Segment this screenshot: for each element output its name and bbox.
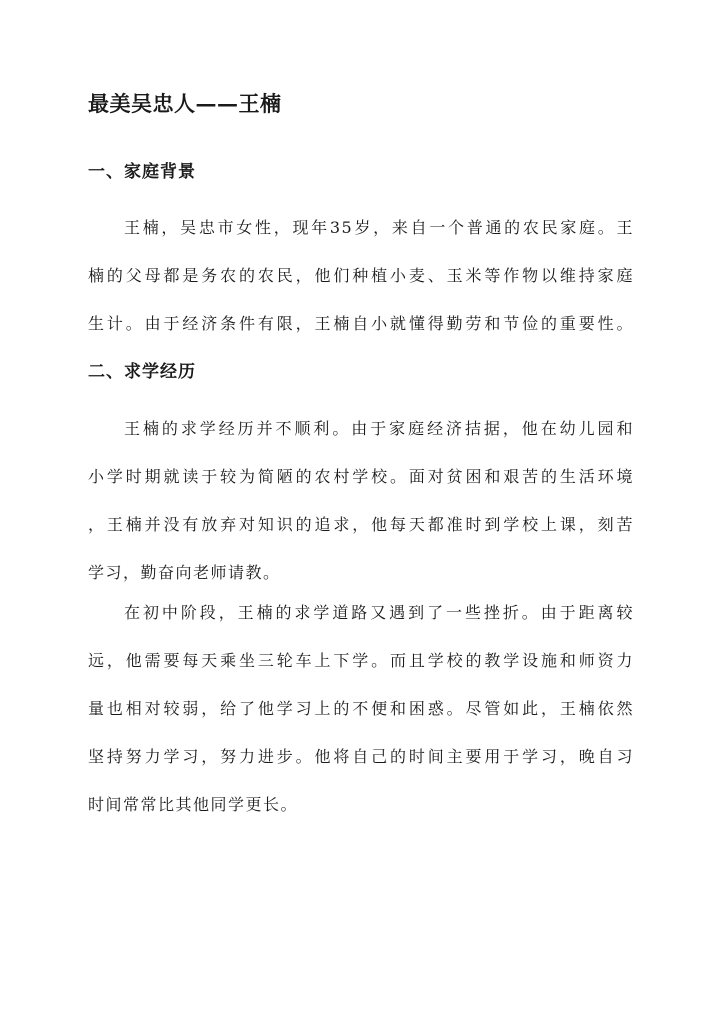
- section-heading-family-background: 一、家庭背景: [88, 162, 196, 182]
- paragraph-line: 坚持努力学习，努力进步。他将自己的时间主要用于学习，晚自习: [88, 747, 634, 766]
- paragraph-family-background: [88, 204, 634, 348]
- paragraph-line: 王楠，吴忠市女性，现年35岁，来自一个普通的农民家庭。王: [124, 218, 634, 237]
- paragraph-line: 时间常常比其他同学更长。: [88, 795, 299, 814]
- paragraph-line: 量也相对较弱，给了他学习上的不便和困惑。尽管如此，王楠依然: [88, 699, 634, 718]
- paragraph-line: 小学时期就读于较为简陋的农村学校。面对贫困和艰苦的生活环境: [88, 467, 634, 486]
- section-heading-education: 二、求学经历: [88, 362, 196, 382]
- paragraph-education-early: [88, 405, 634, 597]
- paragraph-line: 学习，勤奋向老师请教。: [88, 563, 281, 582]
- paragraph-line: 王楠的求学经历并不顺利。由于家庭经济拮据，他在幼儿园和: [124, 419, 634, 438]
- paragraph-line: 楠的父母都是务农的农民，他们种植小麦、玉米等作物以维持家庭: [88, 266, 634, 285]
- paragraph-line: 生计。由于经济条件有限，王楠自小就懂得勤劳和节俭的重要性。: [88, 314, 634, 333]
- paragraph-line: 远，他需要每天乘坐三轮车上下学。而且学校的教学设施和师资力: [88, 651, 634, 670]
- paragraph-line: ，王楠并没有放弃对知识的追求，他每天都准时到学校上课，刻苦: [88, 515, 634, 534]
- document-title: 最美吴忠人——王楠: [88, 91, 282, 116]
- paragraph-line: 在初中阶段，王楠的求学道路又遇到了一些挫折。由于距离较: [124, 603, 634, 622]
- paragraph-education-middle-school: [88, 589, 634, 829]
